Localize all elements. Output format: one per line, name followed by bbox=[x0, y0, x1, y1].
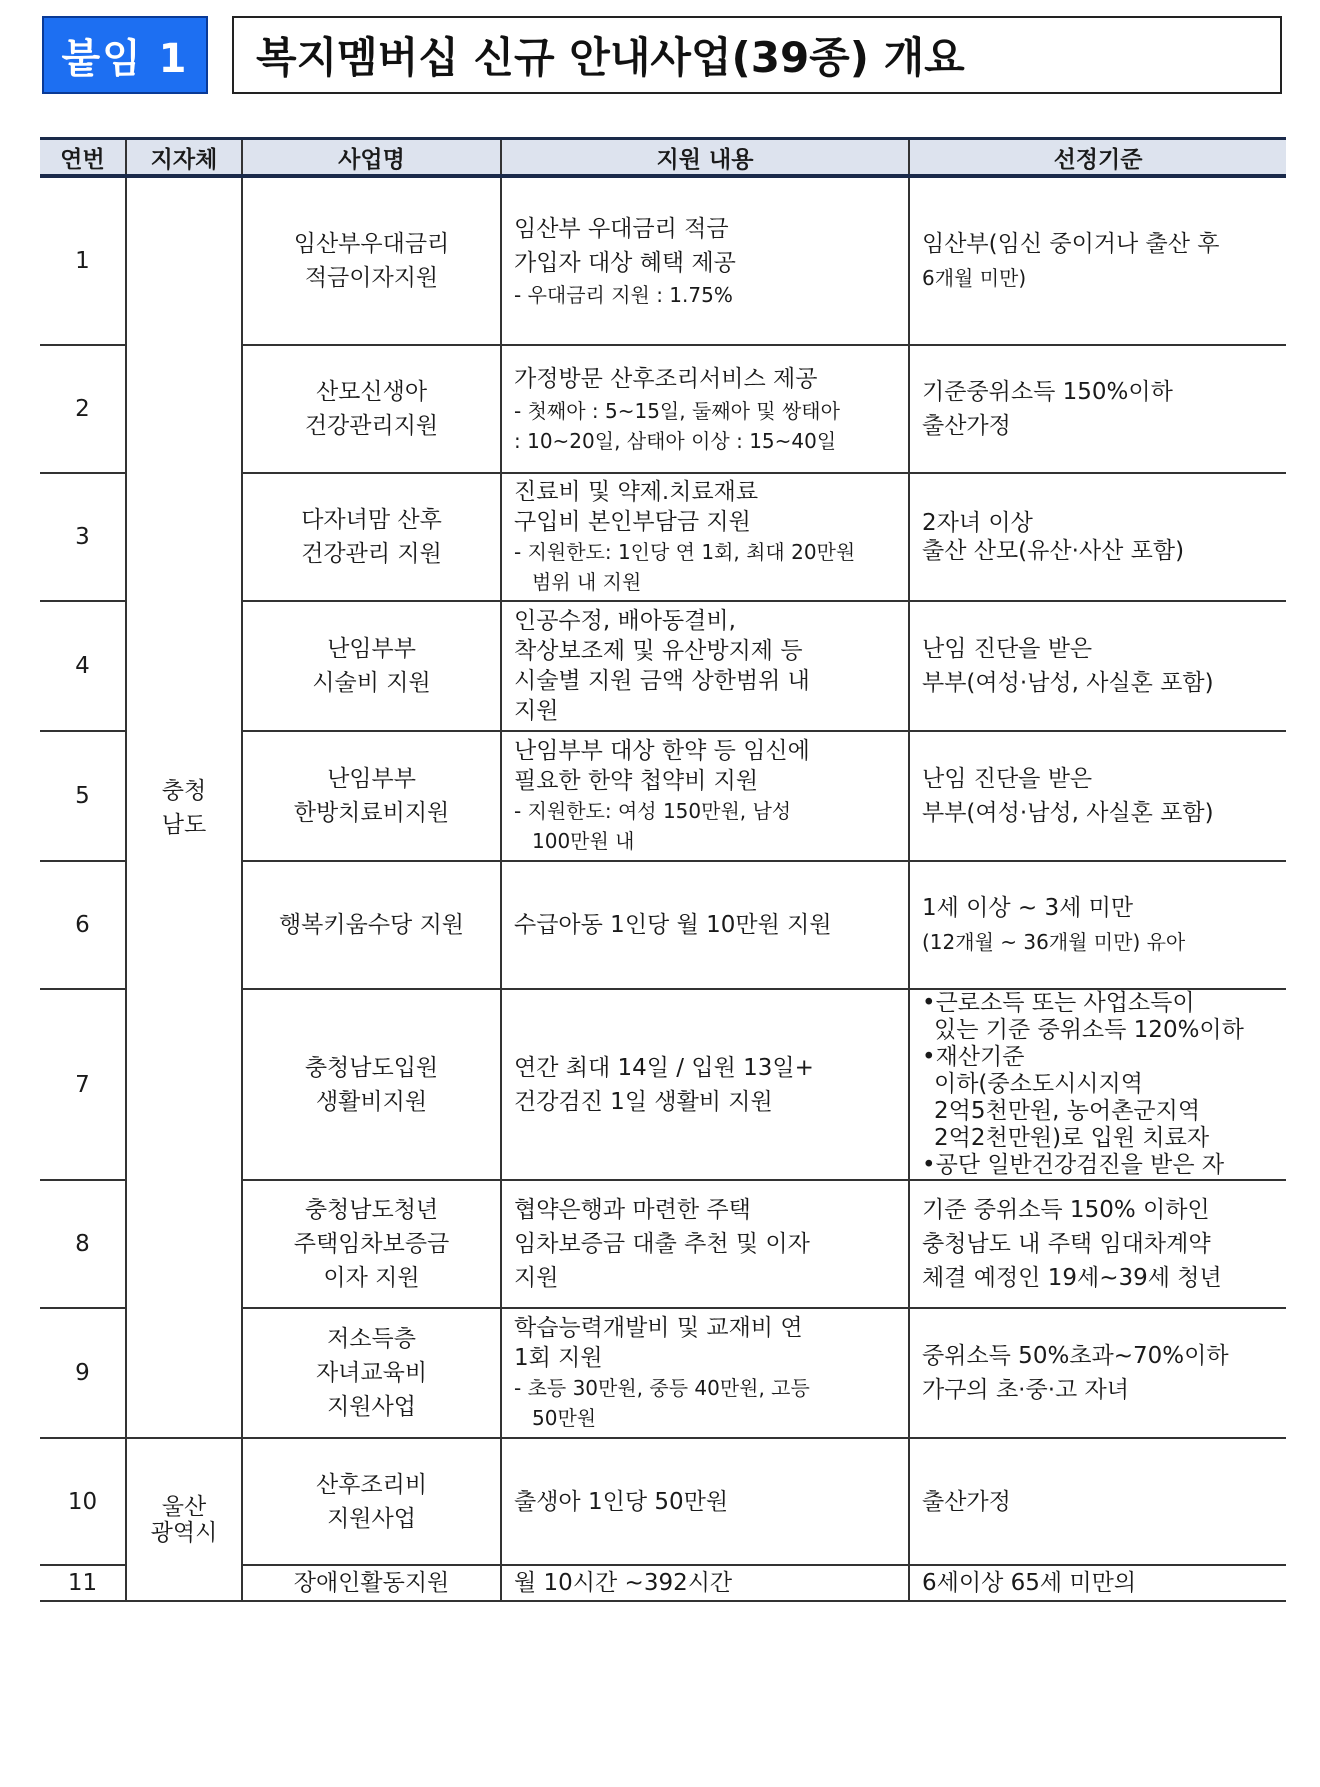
content-line: 출생아 1인당 50만원 bbox=[514, 1488, 729, 1515]
criteria-line: 부부(여성·남성, 사실혼 포함) bbox=[922, 800, 1214, 826]
content-line: 1회 지원 bbox=[514, 1345, 603, 1371]
region-line: 울산 bbox=[161, 1493, 207, 1520]
support-content bbox=[501, 861, 909, 989]
program-name-line: 한방치료비지원 bbox=[293, 800, 450, 826]
support-content bbox=[501, 1180, 909, 1308]
row-number: 8 bbox=[40, 1180, 126, 1308]
program-name-line: 산모신생아 bbox=[315, 379, 428, 405]
region-line: 광역시 bbox=[150, 1519, 218, 1546]
selection-criteria bbox=[909, 345, 1286, 473]
selection-criteria bbox=[909, 176, 1286, 345]
content-line: 학습능력개발비 및 교재비 연 bbox=[514, 1315, 803, 1341]
program-name bbox=[242, 473, 501, 601]
program-name-line: 건강관리 지원 bbox=[301, 541, 442, 567]
content-line: 월 10시간 ~392시간 bbox=[514, 1570, 733, 1596]
content-note: - 초등 30만원, 중등 40만원, 고등 bbox=[514, 1376, 810, 1400]
content-line: 구입비 본인부담금 지원 bbox=[514, 509, 751, 535]
content-line: 가입자 대상 혜택 제공 bbox=[514, 250, 736, 276]
content-line: 난임부부 대상 한약 등 임신에 bbox=[514, 738, 810, 764]
criteria-line: 출산가정 bbox=[922, 1488, 1011, 1515]
program-name-line: 생활비지원 bbox=[315, 1088, 428, 1115]
row-number: 1 bbox=[40, 176, 126, 345]
criteria-line: 있는 기준 중위소득 120%이하 bbox=[934, 1017, 1244, 1043]
program-name bbox=[242, 1308, 501, 1438]
content-line: 건강검진 1일 생활비 지원 bbox=[514, 1088, 773, 1115]
content-note: : 10~20일, 삼태아 이상 : 15~40일 bbox=[514, 429, 837, 453]
program-name-line: 자녀교육비 bbox=[315, 1360, 428, 1386]
row-number: 6 bbox=[40, 861, 126, 989]
criteria-line: 임산부(임신 중이거나 출산 후 bbox=[922, 231, 1220, 257]
selection-criteria bbox=[909, 1565, 1286, 1601]
program-name-line: 지원사업 bbox=[327, 1505, 416, 1532]
content-note: 100만원 내 bbox=[532, 829, 635, 853]
criteria-line: (12개월 ~ 36개월 미만) 유아 bbox=[922, 930, 1186, 954]
row-number: 4 bbox=[40, 601, 126, 731]
content-note: - 지원한도: 1인당 연 1회, 최대 20만원 bbox=[514, 540, 856, 564]
content-line: 임차보증금 대출 추천 및 이자 bbox=[514, 1231, 810, 1257]
row-number: 7 bbox=[40, 989, 126, 1180]
support-content bbox=[501, 176, 909, 345]
row-number: 10 bbox=[40, 1438, 126, 1565]
support-content bbox=[501, 1308, 909, 1438]
region-line: 남도 bbox=[161, 811, 207, 838]
criteria-line: 충청남도 내 주택 임대차계약 bbox=[922, 1231, 1211, 1257]
criteria-line: 6개월 미만) bbox=[922, 266, 1027, 290]
program-name bbox=[242, 861, 501, 989]
content-note: 50만원 bbox=[532, 1406, 597, 1430]
content-note: 범위 내 지원 bbox=[532, 570, 642, 594]
support-content bbox=[501, 1565, 909, 1601]
criteria-line: 중위소득 50%초과~70%이하 bbox=[922, 1343, 1229, 1369]
attachment-badge bbox=[42, 16, 208, 94]
support-content bbox=[501, 731, 909, 861]
criteria-line: 난임 진단을 받은 bbox=[922, 636, 1093, 662]
region-line: 충청 bbox=[161, 777, 207, 804]
column-header-criteria: 선정기준 bbox=[909, 139, 1286, 177]
row-number: 5 bbox=[40, 731, 126, 861]
attachment-badge-label: 붙임 1 bbox=[61, 35, 189, 82]
content-line: 진료비 및 약제.치료재료 bbox=[514, 479, 759, 505]
region-cell-chungnam bbox=[126, 176, 242, 1438]
row-number: 11 bbox=[40, 1565, 126, 1601]
criteria-line: 이하(중소도시시지역 bbox=[934, 1071, 1143, 1097]
row-number: 9 bbox=[40, 1308, 126, 1438]
content-note: - 우대금리 지원 : 1.75% bbox=[514, 283, 733, 307]
content-line: 가정방문 산후조리서비스 제공 bbox=[514, 366, 818, 392]
program-name-line: 다자녀맘 산후 bbox=[301, 507, 442, 533]
support-content bbox=[501, 345, 909, 473]
program-name-line: 시술비 지원 bbox=[312, 670, 431, 696]
selection-criteria bbox=[909, 1438, 1286, 1565]
program-table bbox=[40, 137, 1286, 1602]
criteria-line: 체결 예정인 19세~39세 청년 bbox=[922, 1265, 1222, 1291]
content-note: - 첫째아 : 5~15일, 둘째아 및 쌍태아 bbox=[514, 399, 840, 423]
criteria-line: 가구의 초·중·고 자녀 bbox=[922, 1377, 1129, 1403]
program-name-line: 행복키움수당 지원 bbox=[278, 912, 465, 938]
column-header-number: 연번 bbox=[40, 139, 126, 177]
criteria-line: 부부(여성·남성, 사실혼 포함) bbox=[922, 670, 1214, 696]
row-number: 3 bbox=[40, 473, 126, 601]
content-line: 필요한 한약 첩약비 지원 bbox=[514, 768, 759, 794]
criteria-line: 출산 산모(유산·사산 포함) bbox=[922, 538, 1185, 564]
content-line: 임산부 우대금리 적금 bbox=[514, 216, 729, 242]
program-name-line: 이자 지원 bbox=[323, 1265, 420, 1291]
criteria-line: 1세 이상 ~ 3세 미만 bbox=[922, 895, 1134, 921]
criteria-line: •근로소득 또는 사업소득이 bbox=[922, 990, 1195, 1016]
content-note: - 지원한도: 여성 150만원, 남성 bbox=[514, 799, 792, 823]
column-header-program: 사업명 bbox=[242, 139, 501, 177]
criteria-line: 2억5천만원, 농어촌군지역 bbox=[934, 1098, 1201, 1124]
program-name-line: 임산부우대금리 bbox=[293, 231, 450, 257]
content-line: 수급아동 1인당 월 10만원 지원 bbox=[514, 912, 832, 938]
table-row bbox=[40, 176, 1286, 345]
program-name-line: 저소득층 bbox=[327, 1326, 416, 1352]
content-line: 지원 bbox=[514, 698, 559, 724]
program-name bbox=[242, 1180, 501, 1308]
content-line: 시술별 지원 금액 상한범위 내 bbox=[514, 668, 810, 694]
program-name bbox=[242, 601, 501, 731]
content-line: 지원 bbox=[514, 1265, 559, 1291]
content-line: 착상보조제 및 유산방지제 등 bbox=[514, 638, 803, 664]
selection-criteria bbox=[909, 1180, 1286, 1308]
row-number: 2 bbox=[40, 345, 126, 473]
program-name-line: 장애인활동지원 bbox=[293, 1570, 450, 1596]
table-header-row bbox=[40, 139, 1286, 177]
program-name-line: 지원사업 bbox=[327, 1394, 416, 1420]
selection-criteria bbox=[909, 601, 1286, 731]
support-content bbox=[501, 989, 909, 1180]
support-content bbox=[501, 601, 909, 731]
criteria-line: 출산가정 bbox=[922, 413, 1011, 439]
criteria-line: •재산기준 bbox=[922, 1044, 1025, 1070]
program-name-line: 난임부부 bbox=[327, 636, 416, 662]
program-name-line: 충청남도입원 bbox=[304, 1054, 439, 1081]
program-name-line: 산후조리비 bbox=[315, 1471, 428, 1498]
criteria-line: 기준 중위소득 150% 이하인 bbox=[922, 1197, 1210, 1223]
program-name bbox=[242, 345, 501, 473]
document-title bbox=[232, 16, 1282, 94]
criteria-line: •공단 일반건강검진을 받은 자 bbox=[922, 1152, 1225, 1178]
region-cell-ulsan bbox=[126, 1438, 242, 1601]
program-name bbox=[242, 989, 501, 1180]
program-name bbox=[242, 176, 501, 345]
selection-criteria bbox=[909, 731, 1286, 861]
program-name bbox=[242, 1565, 501, 1601]
criteria-line: 6세이상 65세 미만의 bbox=[922, 1570, 1137, 1596]
selection-criteria bbox=[909, 861, 1286, 989]
column-header-region: 지자체 bbox=[126, 139, 242, 177]
content-line: 인공수정, 배아동결비, bbox=[514, 608, 736, 634]
program-name bbox=[242, 1438, 501, 1565]
content-line: 협약은행과 마련한 주택 bbox=[514, 1197, 751, 1223]
support-content bbox=[501, 473, 909, 601]
criteria-line: 2자녀 이상 bbox=[922, 510, 1033, 536]
selection-criteria bbox=[909, 473, 1286, 601]
selection-criteria bbox=[909, 1308, 1286, 1438]
selection-criteria bbox=[909, 989, 1286, 1180]
program-name-line: 충청남도청년 bbox=[304, 1197, 439, 1223]
program-name-line: 주택임차보증금 bbox=[293, 1231, 450, 1257]
table-row bbox=[40, 1438, 1286, 1565]
criteria-line: 기준중위소득 150%이하 bbox=[922, 379, 1173, 405]
program-name-line: 적금이자지원 bbox=[304, 265, 439, 291]
program-name-line: 난임부부 bbox=[327, 766, 416, 792]
content-line: 연간 최대 14일 / 입원 13일+ bbox=[514, 1054, 814, 1081]
document-title-text: 복지멤버십 신규 안내사업(39종) 개요 bbox=[256, 33, 965, 82]
criteria-line: 2억2천만원)로 입원 치료자 bbox=[934, 1125, 1210, 1151]
program-name-line: 건강관리지원 bbox=[304, 413, 439, 439]
criteria-line: 난임 진단을 받은 bbox=[922, 766, 1093, 792]
program-name bbox=[242, 731, 501, 861]
support-content bbox=[501, 1438, 909, 1565]
column-header-content: 지원 내용 bbox=[501, 139, 909, 177]
